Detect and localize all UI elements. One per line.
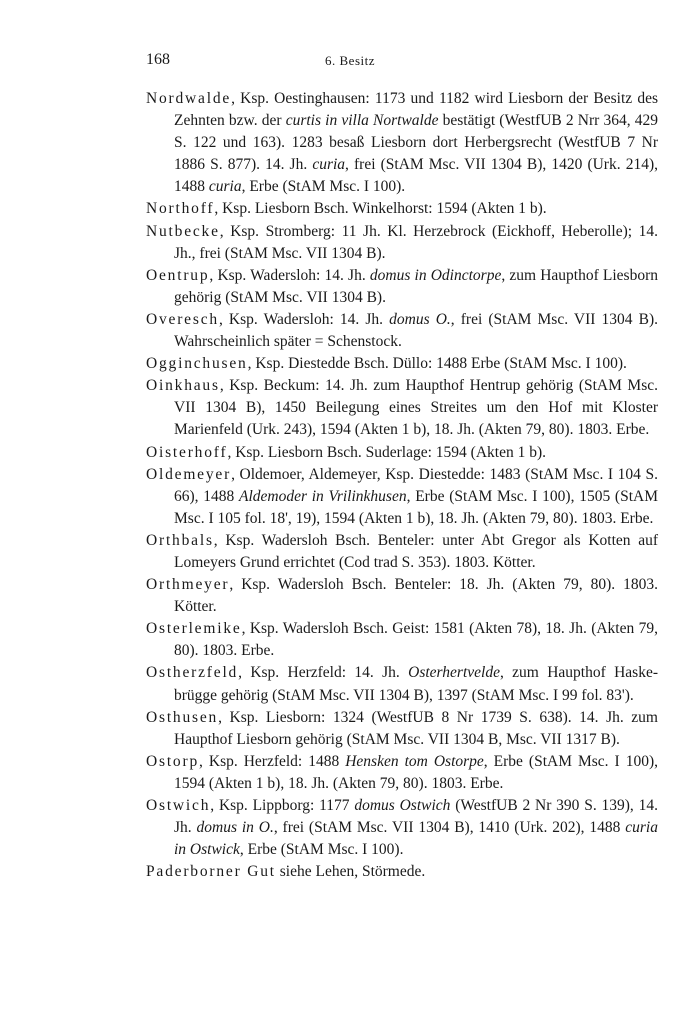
register-entry [146, 464, 658, 530]
entry-text: siehe Lehen, Störmede. [275, 863, 426, 881]
register-entry [146, 795, 658, 861]
entry-headword: Ostwich [146, 797, 211, 814]
entry-text: , Ksp. Herzfeld: 14. Jh. [238, 664, 409, 682]
entry-latin-term: curia [312, 156, 346, 174]
entry-headword: Ogginchusen [146, 355, 248, 373]
entry-latin-term: Hensken tom Ostorpe [345, 752, 484, 770]
entry-latin-term: Aldemoder in Vrilinkhusen [239, 487, 407, 505]
entry-text: , Ksp. Beckum: 14. Jh. zum Haupthof Hentrup gehörig (StAM Msc. VII 1304 B), 1450 Beilegung eines Streites um den Hof mit Kloster Marienfeld (Urk. 243), 1594 (Akten 1 b), 18. Jh. (Akten 79, 80). 1803. Erbe. [174, 377, 658, 439]
entry-headword: Northoff [146, 200, 215, 218]
register-entry [146, 442, 658, 464]
entry-text: , Ksp. Stromberg: 11 Jh. Kl. Herzebrock (Eickhoff, Heberolle); 14. Jh., frei (StAM Msc. VII 1304 B). [174, 222, 658, 262]
register-entry [146, 375, 658, 441]
entry-text: , Erbe (StAM Msc. I 100), 1505 (StAM Msc. I 105 fol. 18', 19), 1594 (Akten 1 b), 18. Jh. (Akten 79, 80). 1803. Erbe. [174, 487, 658, 527]
register-entry [146, 265, 658, 309]
entry-list [146, 88, 658, 883]
entry-latin-term: curia in Ostwick [174, 819, 658, 859]
entry-headword: Oinkhaus [146, 377, 220, 395]
entry-latin-term: curtis in villa Nortwalde [285, 112, 439, 130]
entry-text: , Ksp. Lippborg: 1177 [210, 797, 355, 814]
entry-text: , Erbe (StAM Msc. I 100). [239, 841, 404, 859]
register-entry [146, 751, 658, 795]
entry-text: , zum Haupthof Haskebrügge gehörig (StAM Msc. VII 1304 B), 1397 (StAM Msc. I 99 fol. 83'). [174, 664, 658, 704]
entry-text: , Erbe (StAM Msc. I 100), 1594 (Akten 1 b), 18. Jh. (Akten 79, 80). 1803. Erbe. [174, 752, 658, 792]
entry-latin-term: domus in Odinctorpe [369, 266, 502, 284]
register-entry [146, 221, 658, 265]
entry-headword: Overesch [146, 310, 219, 328]
entry-latin-term: Osterhertvelde [408, 664, 500, 682]
entry-text: , Ksp. Liesborn Bsch. Suderlage: 1594 (Akten 1 b). [227, 443, 546, 461]
entry-headword: Osthusen [146, 708, 219, 726]
entry-text: (WestfUB 2 Nr 390 S. 139), 14. Jh. [174, 797, 658, 837]
register-entry [146, 662, 658, 706]
register-entry [146, 198, 658, 220]
entry-headword: Paderborner Gut [146, 863, 276, 881]
entry-text: , frei (StAM Msc. VII 1304 B), 1410 (Urk. 202), 1488 [273, 819, 626, 837]
entry-headword: Orthbals [146, 531, 214, 549]
entry-headword: Oisterhoff [146, 443, 228, 461]
entry-text: , Ksp. Wadersloh: 14. Jh. [218, 310, 390, 328]
register-entry [146, 707, 658, 751]
entry-text: , Ksp. Wadersloh: 14. Jh. [209, 266, 370, 284]
entry-text: , Oldemoer, Aldemeyer, Ksp. Diestedde: 1483 (StAM Msc. I 104 S. 66), 1488 [174, 465, 658, 505]
entry-headword: Ostherzfeld [146, 664, 239, 682]
running-title: 6. Besitz [325, 53, 375, 68]
entry-headword: Oentrup [146, 266, 210, 284]
entry-latin-term: domus in O. [196, 819, 274, 837]
entry-text: , Erbe (StAM Msc. I 100). [241, 178, 406, 196]
entry-headword: Nutbecke [146, 222, 220, 240]
register-entry [146, 530, 658, 574]
register-entry [146, 309, 658, 353]
entry-text: , Ksp. Herzfeld: 1488 [199, 752, 346, 770]
entry-text: , Ksp. Liesborn Bsch. Winkelhorst: 1594 (Akten 1 b). [214, 200, 547, 218]
entry-latin-term: curia [208, 178, 242, 196]
entry-text: , frei (StAM Msc. VII 1304 B), 1420 (Urk. 214), 1488 [174, 156, 658, 196]
entry-text: , zum Haupthof Liesborn gehörig (StAM Msc. VII 1304 B). [174, 266, 658, 306]
entry-text: , Ksp. Wadersloh Bsch. Geist: 1581 (Akten 78), 18. Jh. (Akten 79, 80). 1803. Erbe. [174, 620, 658, 660]
entry-headword: Oldemeyer [146, 465, 232, 483]
entry-headword: Nordwalde [146, 90, 232, 107]
entry-headword: Orthmeyer [146, 576, 230, 594]
entry-text: bestätigt (WestfUB 2 Nrr 364, 429 S. 122 und 163). 1283 besaß Liesborn dort Herbergsrecht (WestfUB 7 Nr 1886 S. 877). 14. Jh. [174, 112, 658, 174]
entry-text: , Ksp. Oestinghausen: 1173 und 1182 wird Liesborn der Besitz des Zehnten bzw. der [174, 90, 658, 130]
entry-text: , Ksp. Liesborn: 1324 (WestfUB 8 Nr 1739 S. 638). 14. Jh. zum Haupthof Liesborn gehörig (StAM Msc. VII 1304 B, Msc. VII 1317 B). [174, 708, 658, 748]
entry-latin-term: domus Ostwich [354, 797, 451, 814]
entry-text: , Ksp. Wadersloh Bsch. Benteler: 18. Jh. (Akten 79, 80). 1803. Kötter. [174, 576, 658, 616]
entry-headword: Osterlemike [146, 620, 242, 638]
entry-latin-term: domus O. [389, 310, 451, 328]
page-number: 168 [146, 51, 170, 68]
register-entry [146, 618, 658, 662]
entry-headword: Ostorp [146, 752, 199, 770]
register-entry [146, 861, 658, 883]
entry-text: , Ksp. Wadersloh Bsch. Benteler: unter Abt Gregor als Kotten auf Lomeyers Grund errichtet (Cod trad S. 353). 1803. Kötter. [174, 531, 658, 571]
register-entry [146, 88, 658, 198]
entry-text: , Ksp. Diestedde Bsch. Düllo: 1488 Erbe (StAM Msc. I 100). [247, 355, 627, 373]
entry-text: , frei (StAM Msc. VII 1304 B). Wahrscheinlich später = Schenstock. [174, 310, 659, 351]
register-entry [146, 574, 658, 618]
register-entry [146, 353, 658, 375]
